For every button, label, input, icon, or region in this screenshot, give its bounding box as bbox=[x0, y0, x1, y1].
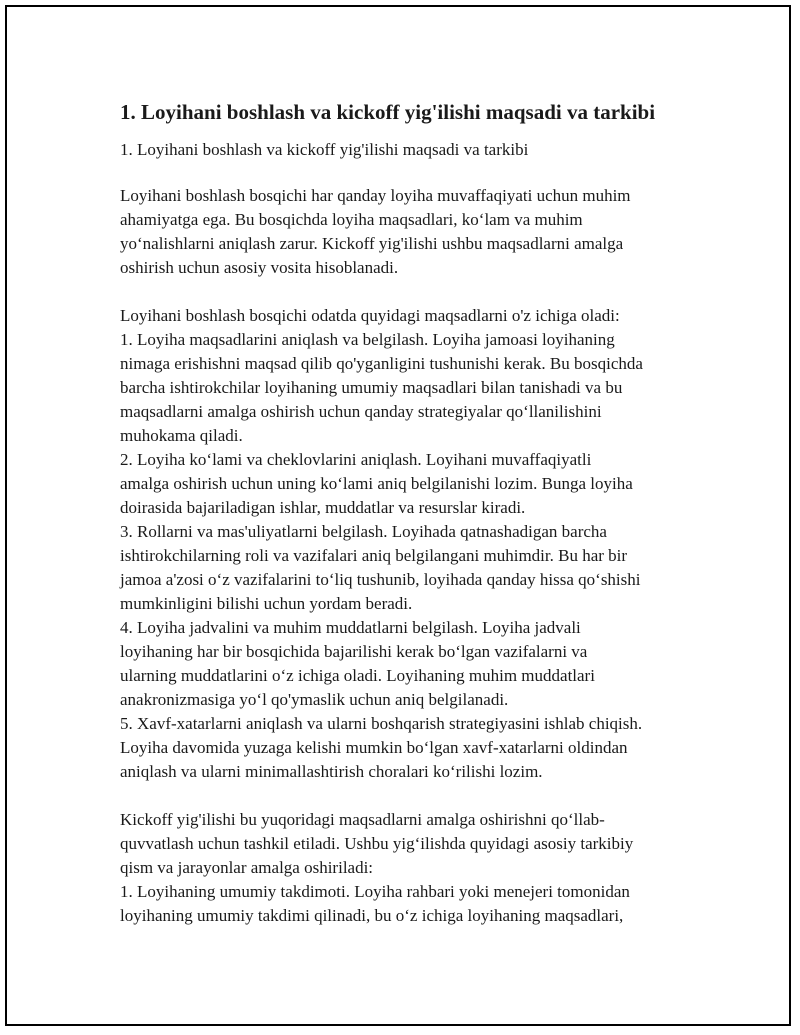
intro-paragraph: Loyihani boshlash bosqichi har qanday loyiha muvaffaqiyati uchun muhim ahamiyatga ega. Bu bosqichda loyiha maqsadlari, ko‘lam va muhim yo‘nalishlarni aniqlash zarur. Kickoff yig'ilishi ushbu maqsadlarni amalga oshirish uchun asosiy vosita hisoblanadi. bbox=[120, 186, 631, 277]
goal-item-3: 3. Rollarni va mas'uliyatlarni belgilash. Loyihada qatnashadigan barcha ishtirokchilarning roli va vazifalari aniq belgilangani muhimdir. Bu har bir jamoa a'zosi o‘z vazifalarini to‘liq tushunib, loyihada qanday hissa qo‘shishi mumkinligini bilishi uchun yordam beradi. bbox=[120, 522, 641, 613]
document-heading: 1. Loyihani boshlash va kickoff yig'ilishi maqsadi va tarkibi bbox=[120, 100, 656, 124]
goals-intro: Loyihani boshlash bosqichi odatda quyidagi maqsadlarni o'z ichiga oladi: bbox=[120, 306, 620, 325]
goal-item-4: 4. Loyiha jadvalini va muhim muddatlarni belgilash. Loyiha jadvali loyihaning har bir bosqichida bajarilishi kerak bo‘lgan vazifalarni va ularning muddatlarini o‘z ichiga oladi. Loyihaning muhim muddatlari anakronizmasiga yo‘l qo'ymaslik uchun aniq belgilanadi. bbox=[120, 618, 595, 709]
goal-item-2: 2. Loyiha ko‘lami va cheklovlarini aniqlash. Loyihani muvaffaqiyatli amalga oshirish uchun uning ko‘lami aniq belgilanishi lozim. Bunga loyiha doirasida bajariladigan ishlar, muddatlar va resurslar kiradi. bbox=[120, 450, 633, 517]
page-frame bbox=[5, 5, 791, 1026]
paragraph-gap bbox=[120, 280, 700, 304]
kickoff-intro: Kickoff yig'ilishi bu yuqoridagi maqsadlarni amalga oshirishni qo‘llab- quvvatlash uchun tashkil etiladi. Ushbu yig‘ilishda quyidagi asosiy tarkibiy qism va jarayonlar amalga oshiriladi: bbox=[120, 810, 634, 877]
kickoff-item-1: 1. Loyihaning umumiy takdimoti. Loyiha rahbari yoki menejeri tomonidan loyihaning umumiy takdimi qilinadi, bu o‘z ichiga loyihaning maqsadlari, bbox=[120, 882, 630, 925]
goal-item-1: 1. Loyiha maqsadlarini aniqlash va belgilash. Loyiha jamoasi loyihaning nimaga erishishni maqsad qilib qo'yganligini tushunishi kerak. Bu bosqichda barcha ishtirokchilar loyihaning umumiy maqsadlari bilan tanishadi va bu maqsadlarni amalga oshirish uchun qanday strategiyalar qo‘llanilishini muhokama qiladi. bbox=[120, 330, 643, 445]
document-body bbox=[120, 99, 700, 928]
paragraph-gap bbox=[120, 784, 700, 808]
goal-item-5: 5. Xavf-xatarlarni aniqlash va ularni boshqarish strategiyasini ishlab chiqish. Loyiha davomida yuzaga kelishi mumkin bo‘lgan xavf-xatarlarni oldindan aniqlash va ularni minimallashtirish choralari ko‘rilishi lozim. bbox=[120, 714, 643, 781]
document-subtitle: 1. Loyihani boshlash va kickoff yig'ilishi maqsadi va tarkibi bbox=[120, 140, 529, 159]
